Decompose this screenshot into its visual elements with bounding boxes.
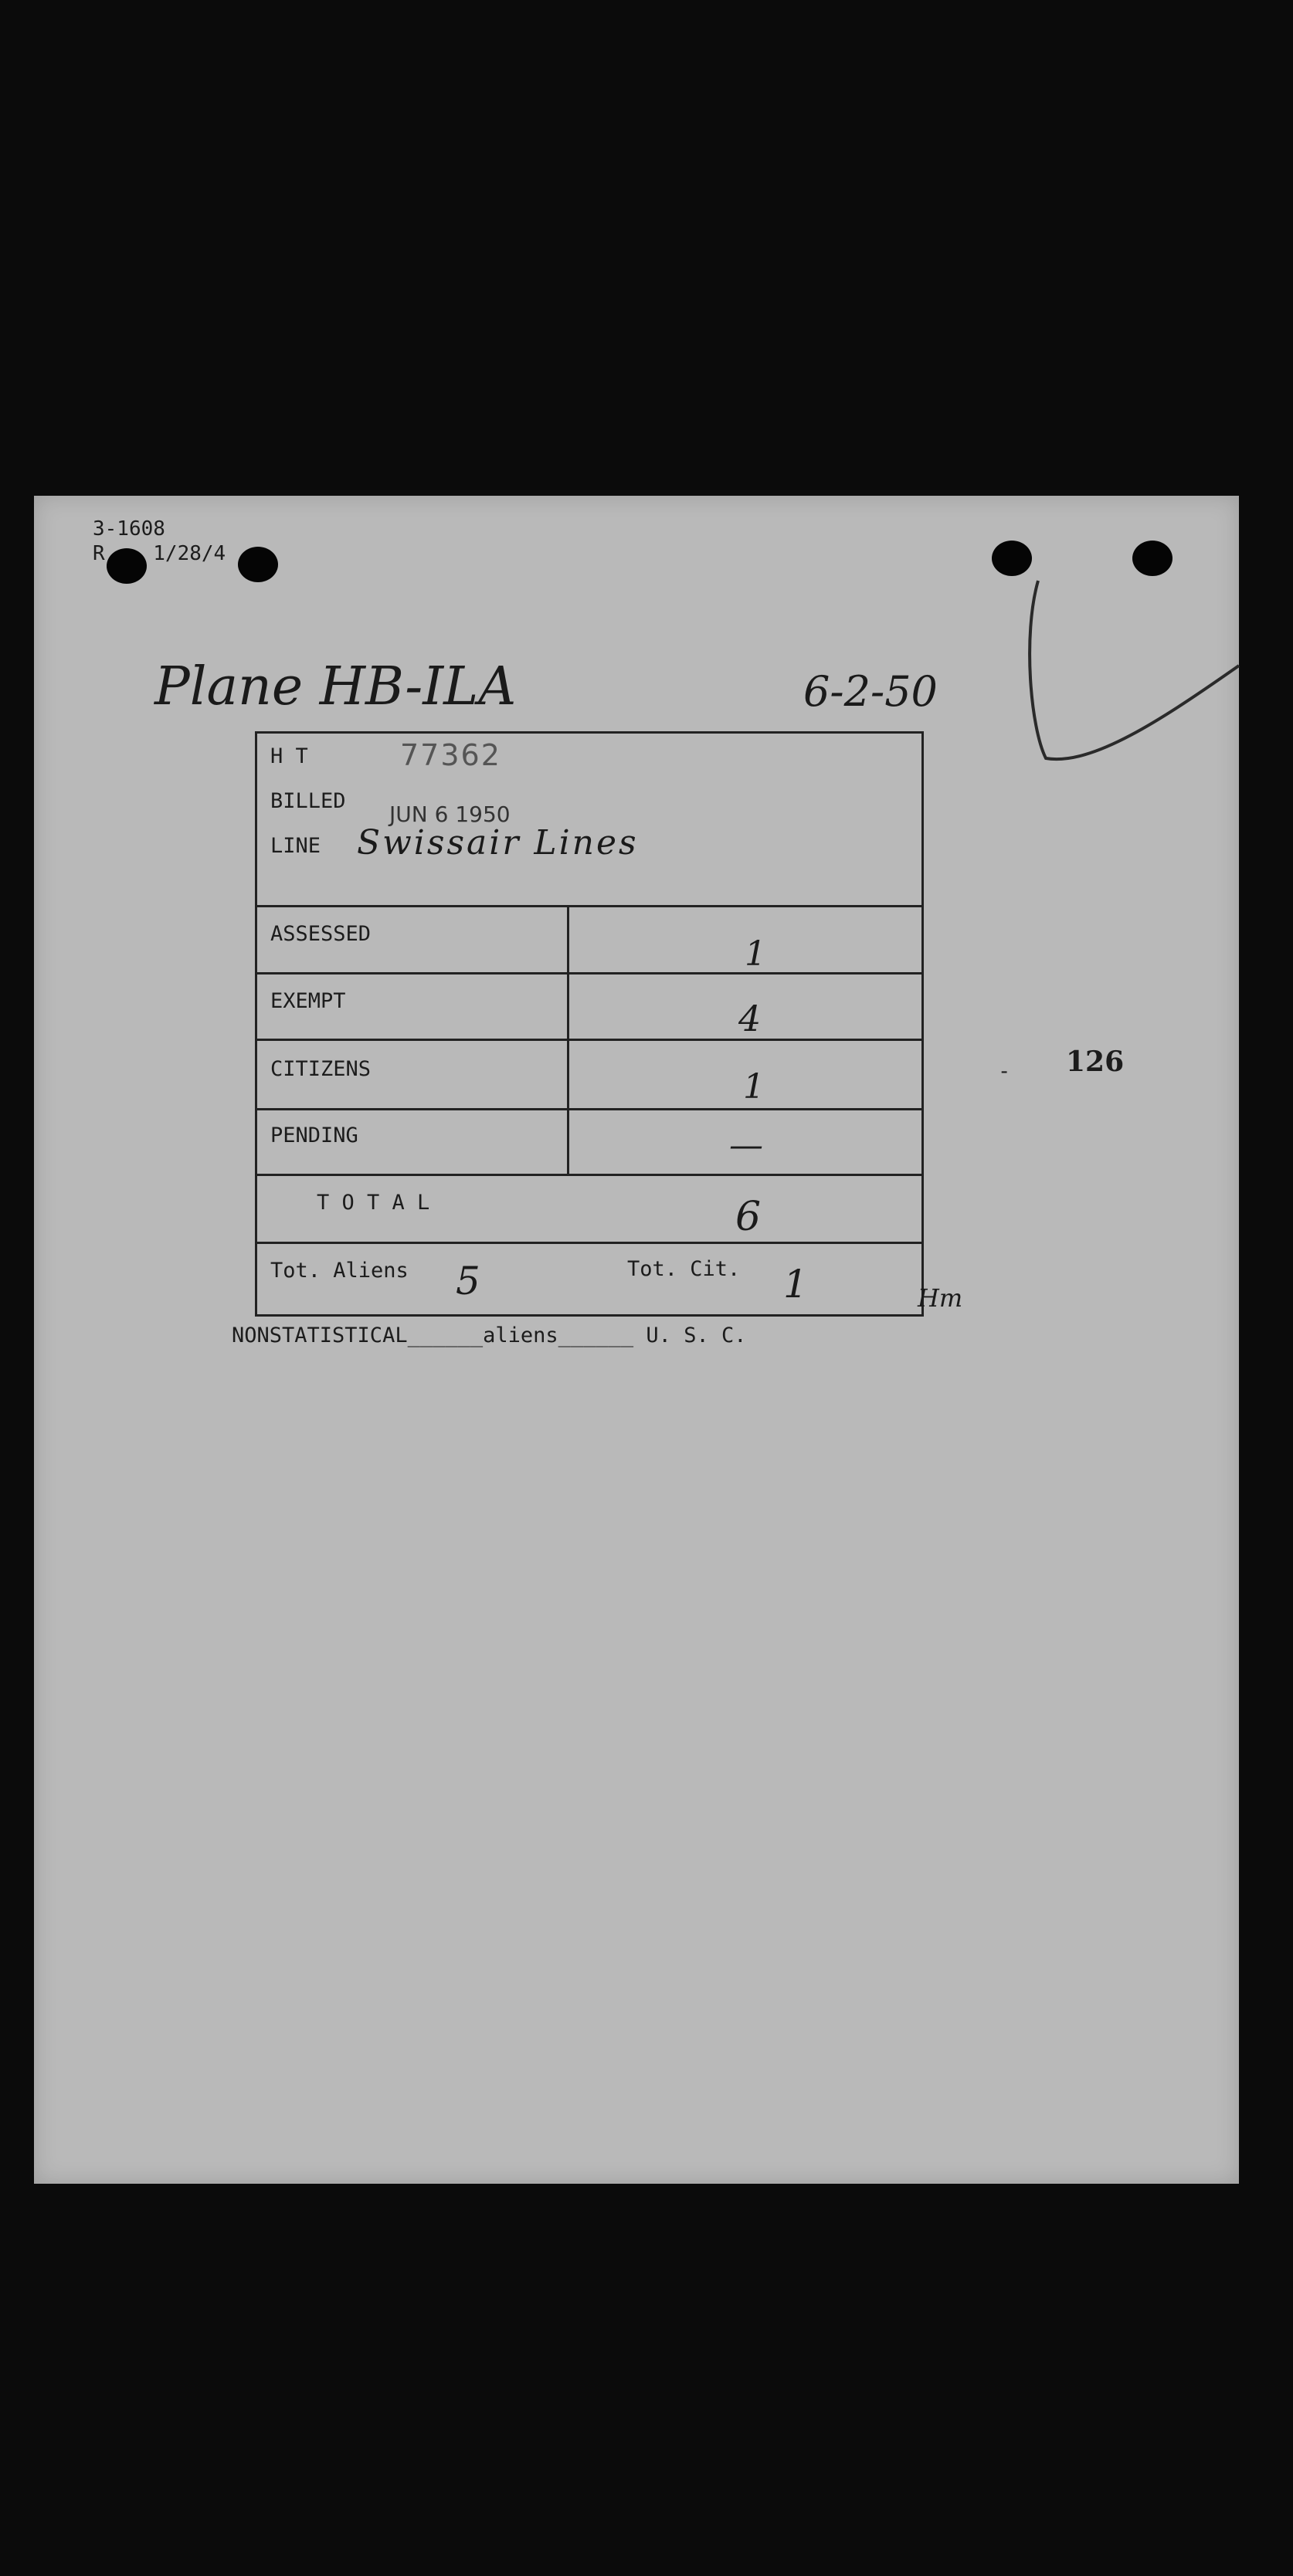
citizens-label: CITIZENS (270, 1057, 372, 1081)
table-rule (255, 1242, 924, 1244)
line-label: LINE (270, 834, 321, 858)
ht-label: H T (270, 744, 308, 768)
assessed-label: ASSESSED (270, 922, 372, 946)
table-rule (255, 1174, 924, 1176)
line-value: Swissair Lines (357, 823, 639, 863)
date-label: 6-2-50 (803, 667, 938, 716)
citizens-value: 1 (743, 1067, 765, 1107)
ht-number: 77362 (400, 738, 501, 772)
total-label: T O T A L (317, 1191, 430, 1215)
punch-hole (992, 541, 1032, 576)
form-revision: R 1/28/4 (93, 542, 226, 565)
billed-label: BILLED (270, 789, 346, 813)
plane-label: Plane HB-ILA (154, 656, 517, 717)
billed-stamp: JUN 6 1950 (389, 802, 511, 827)
pen-stroke (992, 573, 1247, 774)
tot-cit-value: 1 (783, 1262, 808, 1307)
total-value: 6 (735, 1194, 762, 1240)
side-mark: - (998, 1059, 1011, 1083)
nonstatistical-line: NONSTATISTICAL______aliens______ U. S. C. (232, 1324, 747, 1347)
table-rule (255, 972, 924, 974)
exempt-label: EXEMPT (270, 989, 346, 1013)
initials: Hm (918, 1283, 963, 1313)
tot-aliens-label: Tot. Aliens (270, 1259, 409, 1283)
table-divider (567, 905, 569, 1175)
form-number: 3-1608 (93, 517, 165, 541)
pending-label: PENDING (270, 1124, 358, 1147)
punch-hole (1132, 541, 1173, 576)
table-rule (255, 1108, 924, 1110)
table-rule (255, 1039, 924, 1041)
side-number: 126 (1066, 1046, 1125, 1078)
pending-value: — (729, 1126, 763, 1165)
punch-hole (238, 547, 278, 582)
exempt-value: 4 (738, 998, 762, 1039)
assessed-value: 1 (745, 934, 766, 974)
tot-aliens-value: 5 (456, 1259, 480, 1303)
tot-cit-label: Tot. Cit. (627, 1257, 741, 1281)
record-table (255, 731, 924, 1317)
table-rule (255, 905, 924, 907)
document-page (34, 496, 1239, 2184)
